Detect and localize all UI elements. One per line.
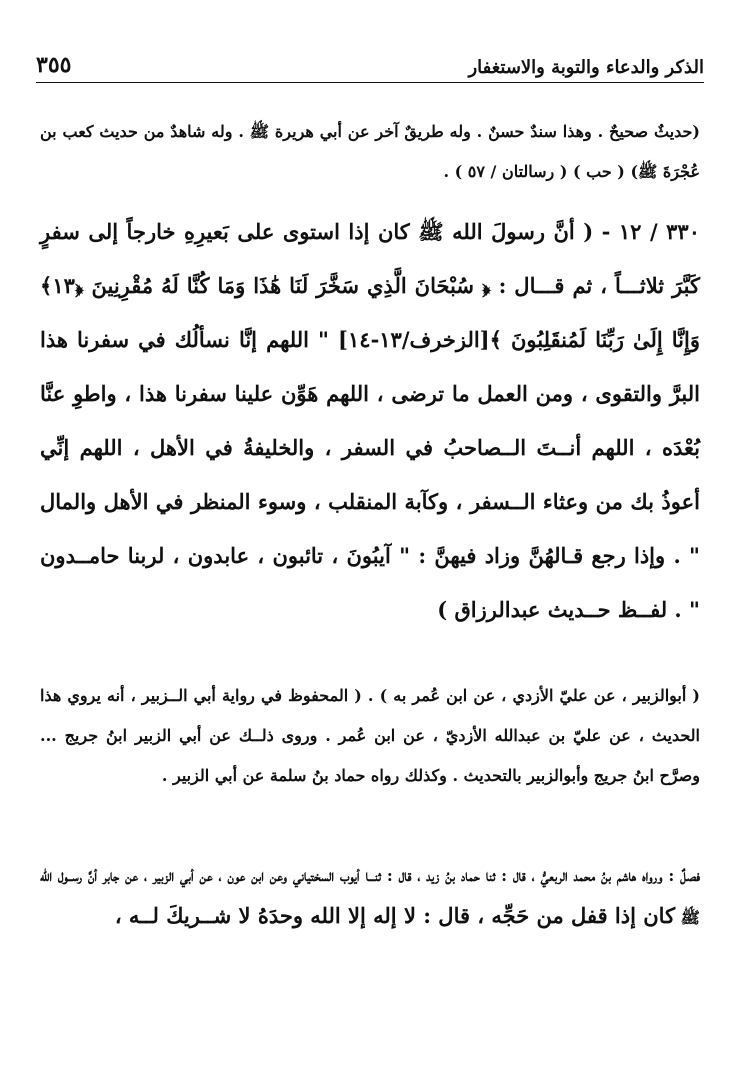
- running-title: الذكر والدعاء والتوبة والاستغفار: [468, 57, 704, 78]
- fasl-last-line: كان إذا قفل من حَجِّه ، قال : لا إله إلا الله وحدَهُ لا شــريكَ لــه ،: [114, 903, 676, 928]
- takhrij-note: (حديثٌ صحيحٌ . وهذا سندٌ حسنٌ . وله طريقٌ آخر عن أبي هريرة ﷺ . وله شاهدٌ من حديث كعب بن عُجْرَةَ ﷺ) ( حب ) ( رسالتان / ٥٧ ) .: [40, 122, 700, 181]
- page-header: [36, 38, 704, 83]
- fasl-text: فصلٌ : ورواه هاشم بنُ محمد الربعيُّ ، قال : ثنا حماد بنُ زيد ، قال : ثنـــا أيوب السختياني وعن ابن عون ، عن أبي الزبير ، عن جابر أنَّ رســول الله ﷺ: [40, 866, 700, 927]
- page-number: ٣٥٥: [36, 52, 72, 78]
- isnad-note: ( أبوالزبير ، عن عليّ الأزدي ، عن ابن عُمر به ) . ( المحفوظ في رواية أبي الــزبير ، أنه يروي هذا الحديث ، عن عليّ بن عبدالله الأزديّ ، عن ابن عُمر . وروى ذلــك عن أبي الزبير ابنُ جريج ... وصرَّح ابنُ جريج وأبوالزبير بالتحديث . وكذلك رواه حماد بنُ سلمة عن أبي الزبير .: [40, 686, 700, 785]
- fasl-section: [40, 856, 700, 938]
- hadith-text: ٣٣٠ / ١٢ - ( أنَّ رسولَ الله ﷺ كان إذا استوى على بَعيرِهِ خارجاً إلى سفرٍ كَبَّرَ ثلاثـــاً ، ثم قـــال : ﴿ سُبْحَانَ الَّذِي سَخَّرَ لَنَا هَٰذَا وَمَا كُنَّا لَهُ مُقْرِنِينَ ﴿١٣﴾ وَإِنَّا إِلَىٰ رَبِّنَا لَمُنقَلِبُونَ ﴾[الزخرف/١٣-١٤] " اللهم إنَّا نسألُك في سفرنا هذا البرَّ والتقوى ، ومن العمل ما ترضى ، اللهم هَوِّن علينا سفرنا هذا ، واطوِ عنَّا بُعْدَه ، اللهم أنــتَ الــصاحبُ في السفر ، والخليفةُ في الأهل ، اللهم إنِّي أعوذُ بك من وعثاء الــسفر ، وكآبة المنقلب ، وسوء المنظر في الأهل والمال " . وإذا رجع قـالهُنَّ وزاد فيهنَّ : " آيبُونَ ، تائبون ، عابدون ، لربنا حامــدون " . لفــظ حــديث عبدالرزاق ): [40, 219, 700, 622]
